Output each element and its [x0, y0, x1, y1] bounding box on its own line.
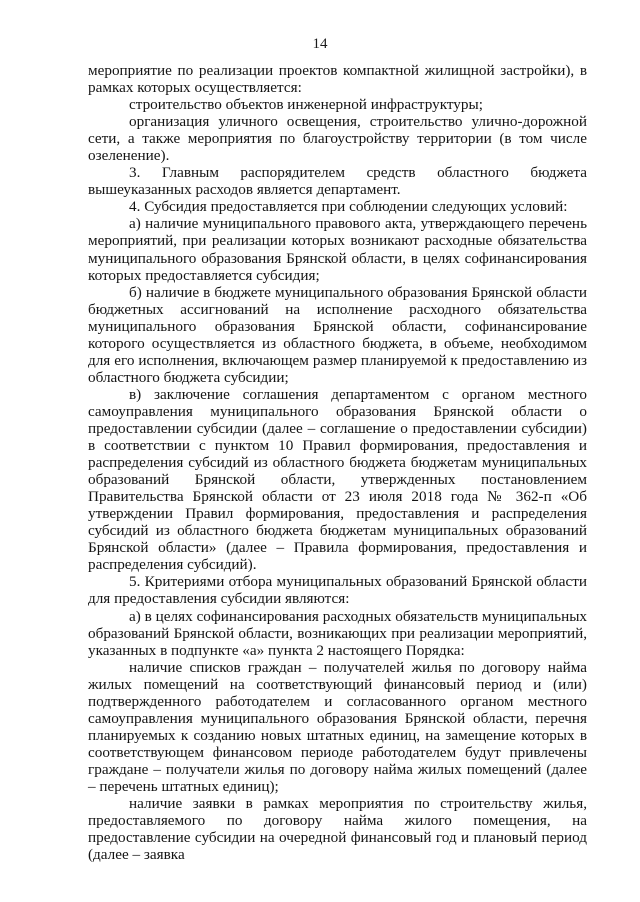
paragraph: наличие заявки в рамках мероприятия по строительству жилья, предоставляемого по договору найма жилого помещения, на предоставление субсидии на очередной финансовый год и плановый период (далее – заявка [88, 795, 587, 864]
paragraph: наличие списков граждан – получателей жилья по договору найма жилых помещений на соответствующий финансовый период и (или) подтвержденного работодателем и согласованного органом местного самоуправления муниципального образования Брянской области, перечня планируемых к созданию новых штатных единиц, на замещение которых в соответствующем финансовом периоде работодателем будут привлечены граждане – получатели жилья по договору найма жилых помещений (далее – перечень штатных единиц); [88, 658, 587, 795]
paragraph: а) наличие муниципального правового акта, утверждающего перечень мероприятий, при реализации которых возникают расходные обязательства муниципального образования Брянской области, в целях софинансирования которых предоставляется субсидия; [88, 215, 587, 284]
paragraph: б) наличие в бюджете муниципального образования Брянской области бюджетных ассигнований на исполнение расходного обязательства муниципального образования Брянской области, софинансирование которого осуществляется из областного бюджета, в объеме, необходимом для его исполнения, включающем размер планируемой к предоставлению из областного бюджета субсидии; [88, 283, 587, 386]
page-number: 14 [312, 36, 328, 52]
document-body [88, 62, 587, 863]
paragraph: в) заключение соглашения департаментом с органом местного самоуправления муниципального образования Брянской области о предоставлении субсидии (далее – соглашение о предоставлении субсидии) в соответствии с пунктом 10 Правил формирования, предоставления и распределения субсидий из областного бюджета бюджетам муниципальных образований Брянской области, утвержденных постановлением Правительства Брянской области от 23 июля 2018 года № 362-п «Об утверждении Правил формирования, предоставления и распределения субсидий из областного бюджета бюджетам муниципальных образований Брянской области» (далее – Правила формирования, предоставления и распределения субсидий). [88, 385, 587, 574]
paragraph: 4. Субсидия предоставляется при соблюдении следующих условий: [129, 198, 568, 216]
paragraph: мероприятие по реализации проектов компактной жилищной застройки), в рамках которых осуществляется: [88, 62, 587, 97]
paragraph: 5. Критериями отбора муниципальных образований Брянской области для предоставления субсидии являются: [88, 573, 587, 608]
paragraph: а) в целях софинансирования расходных обязательств муниципальных образований Брянской области, возникающих при реализации мероприятий, указанных в подпункте «а» пункта 2 настоящего Порядка: [88, 607, 587, 659]
paragraph: организация уличного освещения, строительство улично-дорожной сети, а также мероприятия по благоустройству территории (в том числе озеленение). [88, 113, 587, 165]
paragraph: строительство объектов инженерной инфраструктуры; [129, 96, 483, 114]
paragraph: 3. Главным распорядителем средств областного бюджета вышеуказанных расходов является департамент. [88, 164, 587, 199]
